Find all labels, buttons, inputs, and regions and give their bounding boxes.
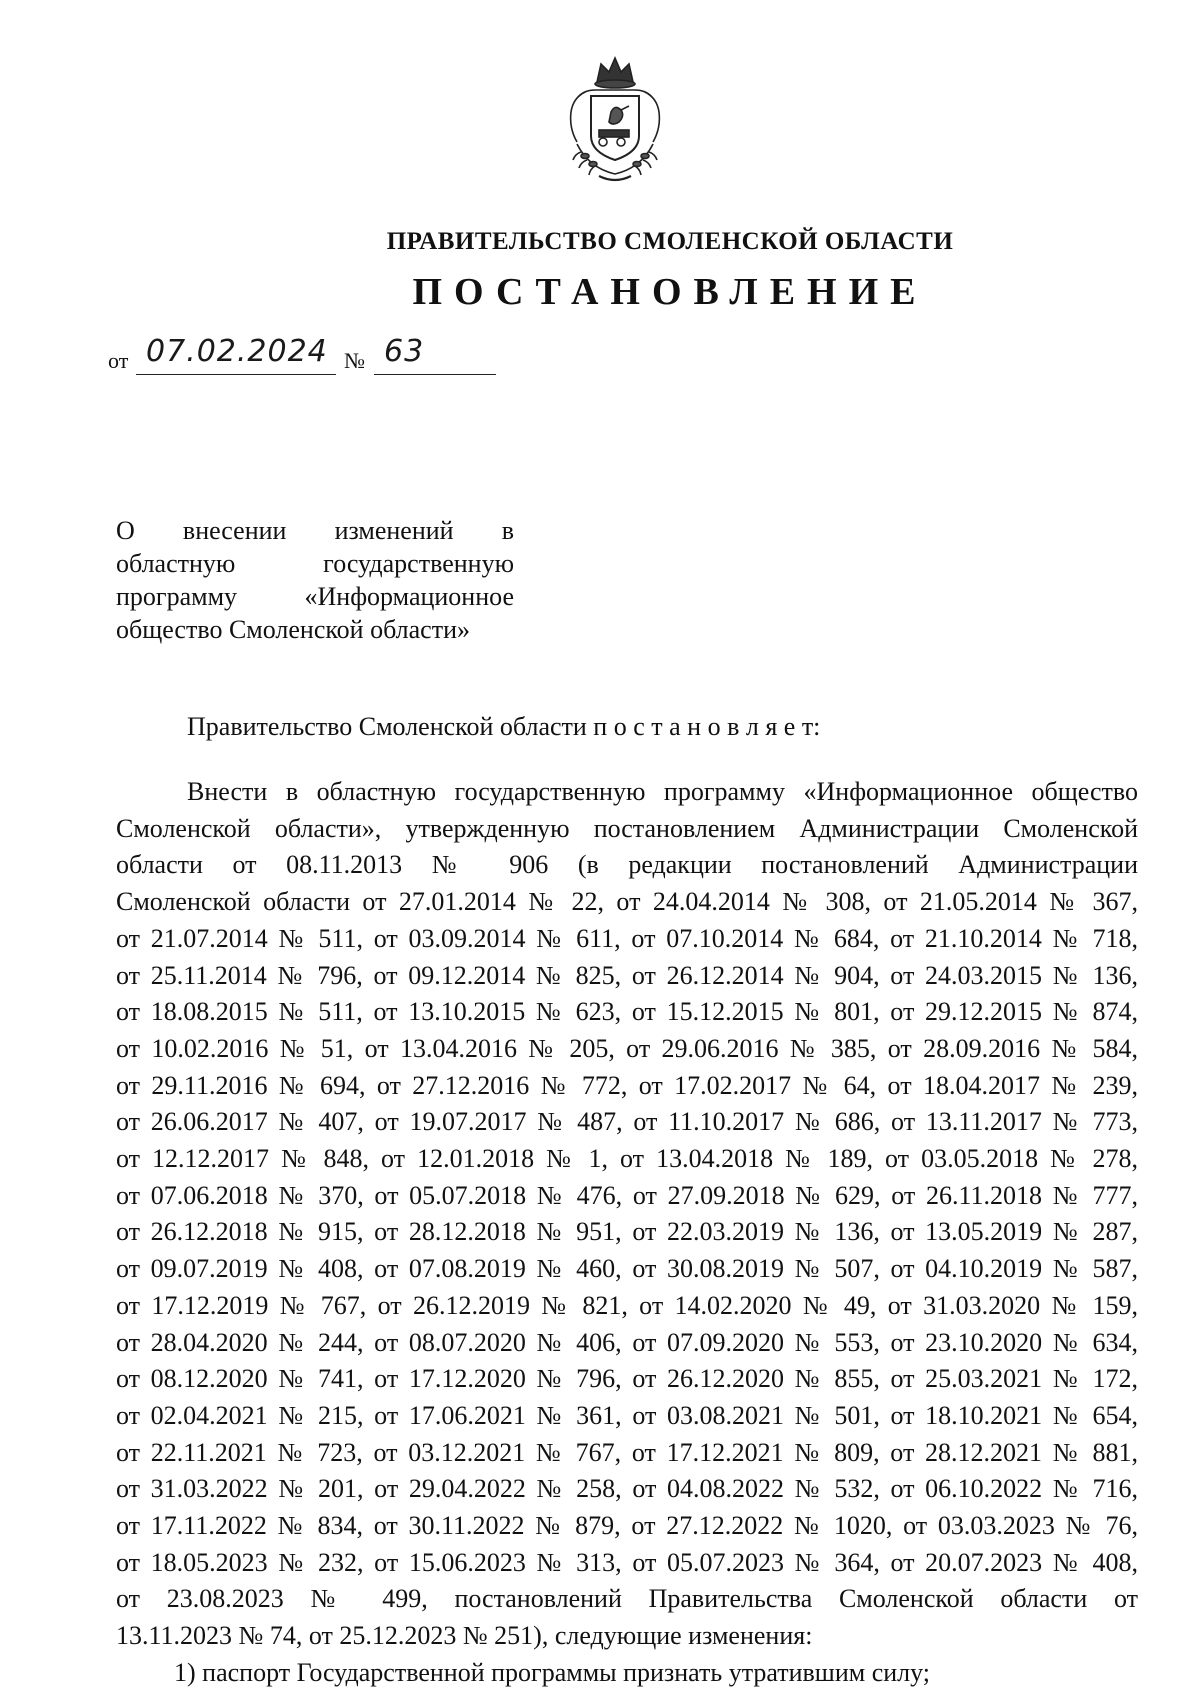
body-line: Смоленской области», утвержденную постановлением Администрации Смоленской (116, 813, 1138, 843)
document-body (116, 774, 1138, 1692)
subject-line: программу «Информационное (116, 582, 514, 611)
body-line: от 25.11.2014 № 796, от 09.12.2014 № 825, от 26.12.2014 № 904, от 24.03.2015 № 136, (116, 960, 1138, 990)
date-underline (136, 374, 336, 375)
coat-of-arms-emblem (555, 52, 675, 192)
body-line: от 28.04.2020 № 244, от 08.07.2020 № 406, от 07.09.2020 № 553, от 23.10.2020 № 634, (116, 1327, 1138, 1357)
body-line: от 26.06.2017 № 407, от 19.07.2017 № 487, от 11.10.2017 № 686, от 13.11.2017 № 773, (116, 1107, 1138, 1137)
subject-line: О внесении изменений в (116, 516, 514, 545)
body-line: от 12.12.2017 № 848, от 12.01.2018 № 1, от 13.04.2018 № 189, от 03.05.2018 № 278, (116, 1144, 1138, 1174)
body-line: от 18.08.2015 № 511, от 13.10.2015 № 623, от 15.12.2015 № 801, от 29.12.2015 № 874, (116, 997, 1138, 1027)
body-line: от 08.12.2020 № 741, от 17.12.2020 № 796, от 26.12.2020 № 855, от 25.03.2021 № 172, (116, 1364, 1138, 1394)
body-line: от 09.07.2019 № 408, от 07.08.2019 № 460, от 30.08.2019 № 507, от 04.10.2019 № 587, (116, 1254, 1138, 1284)
subject-line: областную государственную (116, 549, 514, 578)
coat-of-arms-icon (555, 52, 675, 192)
subject-line: общество Смоленской области» (116, 615, 470, 644)
body-line: от 18.05.2023 № 232, от 15.06.2023 № 313, от 05.07.2023 № 364, от 20.07.2023 № 408, (116, 1547, 1138, 1577)
body-line: от 21.07.2014 № 511, от 03.09.2014 № 611, от 07.10.2014 № 684, от 21.10.2014 № 718, (116, 923, 1138, 953)
preamble: Правительство Смоленской области п о с т а н о в л я е т: (187, 712, 821, 741)
body-line: области от 08.11.2013 № 906 (в редакции постановлений Администрации (116, 850, 1138, 880)
body-line: от 10.02.2016 № 51, от 13.04.2016 № 205, от 29.06.2016 № 385, от 28.09.2016 № 584, (116, 1033, 1138, 1063)
number-prefix: № (344, 348, 365, 373)
document-subject (116, 514, 514, 646)
body-line: от 17.12.2019 № 767, от 26.12.2019 № 821, от 14.02.2020 № 49, от 31.03.2020 № 159, (116, 1290, 1138, 1320)
handwritten-number: 63 (384, 334, 425, 369)
body-line: Смоленской области от 27.01.2014 № 22, от 24.04.2014 № 308, от 21.05.2014 № 367, (116, 887, 1138, 917)
body-line: от 26.12.2018 № 915, от 28.12.2018 № 951, от 22.03.2019 № 136, от 13.05.2019 № 287, (116, 1217, 1138, 1247)
body-line: от 29.11.2016 № 694, от 27.12.2016 № 772, от 17.02.2017 № 64, от 18.04.2017 № 239, (116, 1070, 1138, 1100)
body-item-1: 1) паспорт Государственной программы признать утратившим силу; (174, 1657, 931, 1687)
body-line: Внести в областную государственную программу «Информационное общество (187, 777, 1138, 806)
handwritten-date: 07.02.2024 (146, 334, 328, 369)
body-line: от 22.11.2021 № 723, от 03.12.2021 № 767, от 17.12.2021 № 809, от 28.12.2021 № 881, (116, 1437, 1138, 1467)
document-type-title: ПОСТАНОВЛЕНИЕ (412, 271, 928, 313)
organization-title: ПРАВИТЕЛЬСТВО СМОЛЕНСКОЙ ОБЛАСТИ (386, 228, 954, 255)
body-line: от 23.08.2023 № 499, постановлений Правительства Смоленской области от (116, 1584, 1138, 1614)
body-line: 13.11.2023 № 74, от 25.12.2023 № 251), следующие изменения: (116, 1621, 813, 1651)
number-underline (374, 374, 496, 375)
body-line: от 31.03.2022 № 201, от 29.04.2022 № 258, от 04.08.2022 № 532, от 06.10.2022 № 716, (116, 1474, 1138, 1504)
date-prefix: от (108, 348, 129, 373)
body-line: от 02.04.2021 № 215, от 17.06.2021 № 361, от 03.08.2021 № 501, от 18.10.2021 № 654, (116, 1400, 1138, 1430)
body-line: от 17.11.2022 № 834, от 30.11.2022 № 879, от 27.12.2022 № 1020, от 03.03.2023 № 76, (116, 1511, 1138, 1541)
body-line: от 07.06.2018 № 370, от 05.07.2018 № 476, от 27.09.2018 № 629, от 26.11.2018 № 777, (116, 1180, 1138, 1210)
